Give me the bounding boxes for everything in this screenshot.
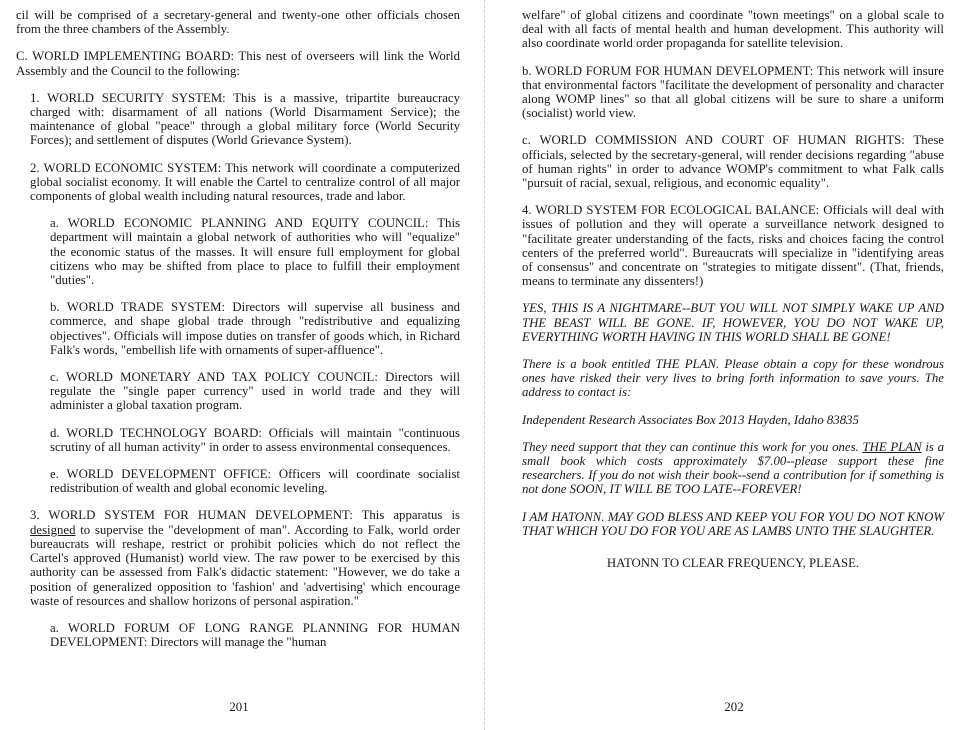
item-3-human-development bbox=[16, 508, 460, 607]
item-3-text-b: to supervise the "development of man". According to Falk, world order bureaucrats will reshape, restrict or prohibit policies which do not reflect the Cartel's approved (Humanist) world view. The raw power to be exercised by this authority can be assessed from Falk's didactic statement: "However, we do take a position of generalized opposition to 'fashion' and 'advertising' which encourage waste of resources and shallow horizons of personal aspiration." bbox=[30, 522, 460, 608]
item-2-economic: 2. WORLD ECONOMIC SYSTEM: This network will coordinate a computerized global socialist economy. It will enable the Cartel to centralize control of all major components of global wealth including natural resources, trade and labor. bbox=[30, 160, 460, 204]
item-2b-trade: b. WORLD TRADE SYSTEM: Directors will supervise all business and commerce, and shape global trade through "redistributive and equalizing objectives". Officials will impose duties on transfer of goods which, in Richard Falk's words, "embellish life with ornaments of super-affluence". bbox=[50, 300, 460, 357]
item-3-underlined: designed bbox=[30, 522, 76, 537]
item-3a-forum: a. WORLD FORUM OF LONG RANGE PLANNING FOR HUMAN DEVELOPMENT: Directors will manage the "human bbox=[50, 620, 460, 650]
book-note: There is a book entitled THE PLAN. Please obtain a copy for these wondrous ones have risked their very lives to bring forth information to save yours. The address to contact is: bbox=[522, 357, 944, 400]
item-3-text-a: 3. WORLD SYSTEM FOR HUMAN DEVELOPMENT: This apparatus is bbox=[30, 508, 460, 523]
left-page bbox=[0, 0, 478, 730]
item-2e-development: e. WORLD DEVELOPMENT OFFICE: Officers will coordinate socialist redistribution of wealth and global economic leveling. bbox=[50, 467, 460, 496]
closing-paragraph: I AM HATONN. MAY GOD BLESS AND KEEP YOU FOR YOU DO NOT KNOW THAT WHICH YOU DO FOR YOU ARE AS LAMBS UNTO THE SLAUGHTER. bbox=[522, 509, 944, 538]
item-4-ecological: 4. WORLD SYSTEM FOR ECOLOGICAL BALANCE: Officials will deal with issues of pollution and they will operate a surveillance network designed to "facilitate greater understanding of the facts, risks and choices facing the control centers of the preferred world". Bureaucrats will specialize in "identifying areas of consensus" and concentrate on "strategies to mitigate dissent". (That, friends, means to terminate any dissenters!) bbox=[522, 203, 944, 289]
right-top-fragment: welfare" of global citizens and coordinate "town meetings" on a global scale to deal with all facts of mental health and human development. This authority will also coordinate world order propaganda for satellite television. bbox=[522, 8, 944, 51]
support-text-b: is a small book which costs approximately $7.00--please support these fine researchers. If you do not wish their book--send a contribution for if something is not done SOON, IT WILL BE TOO LATE--FOREVER! bbox=[522, 439, 944, 497]
page-gutter bbox=[484, 0, 485, 730]
signoff-line: HATONN TO CLEAR FREQUENCY, PLEASE. bbox=[606, 556, 860, 571]
support-text-a: They need support that they can continue this work for you ones. bbox=[522, 439, 863, 454]
item-c-commission: c. WORLD COMMISSION AND COURT OF HUMAN RIGHTS: These officials, selected by the secretary-general, will render decisions regarding "abuse of human rights" in order to advance WOMP's commitment to what Falk calls "pursuit of racial, sexual, religious, and economic equality". bbox=[522, 133, 944, 191]
support-book-title: THE PLAN bbox=[862, 439, 922, 454]
item-2a-planning: a. WORLD ECONOMIC PLANNING AND EQUITY COUNCIL: This department will maintain a global network of authorities who will "equalize" the economic status of the masses. It will ensure full employment for global citizens who may be shifted from place to place to fulfill their employment "duties". bbox=[50, 216, 460, 288]
item-2d-technology: d. WORLD TECHNOLOGY BOARD: Officials will maintain "continuous scrutiny of all human activity" in order to assess environmental consequences. bbox=[50, 425, 460, 454]
item-2c-monetary: c. WORLD MONETARY AND TAX POLICY COUNCIL: Directors will regulate the "single paper currency" used in world trade and they will administer a global taxation program. bbox=[50, 370, 460, 413]
page-number-right: 202 bbox=[724, 700, 744, 714]
left-top-fragment: cil will be comprised of a secretary-general and twenty-one other officials chosen from the three chambers of the Assembly. bbox=[16, 8, 460, 37]
warning-paragraph: YES, THIS IS A NIGHTMARE--BUT YOU WILL NOT SIMPLY WAKE UP AND THE BEAST WILL BE GONE. IF, HOWEVER, YOU DO NOT WAKE UP, EVERYTHING WORTH HAVING IN THIS WORLD SHALL BE GONE! bbox=[522, 301, 944, 344]
section-c-heading: C. WORLD IMPLEMENTING BOARD: This nest of overseers will link the World Assembly and the Council to the following: bbox=[16, 49, 460, 78]
right-page bbox=[496, 0, 972, 730]
support-paragraph bbox=[522, 440, 944, 497]
item-b-forum: b. WORLD FORUM FOR HUMAN DEVELOPMENT: This network will insure that environmental factors "facilitate the development of personality and character along WOMP lines" so that all global citizens will be sure to share a uniform (socialist) world view. bbox=[522, 63, 944, 121]
page-number-left: 201 bbox=[229, 700, 249, 714]
address-line: Independent Research Associates Box 2013 Hayden, Idaho 83835 bbox=[522, 412, 859, 427]
item-1-security: 1. WORLD SECURITY SYSTEM: This is a massive, tripartite bureaucracy charged with: disarmament of all nations (World Disarmament Service); the maintenance of global "peace" through a global military force (World Security Forces); and settlement of disputes (World Grievance System). bbox=[30, 90, 460, 148]
